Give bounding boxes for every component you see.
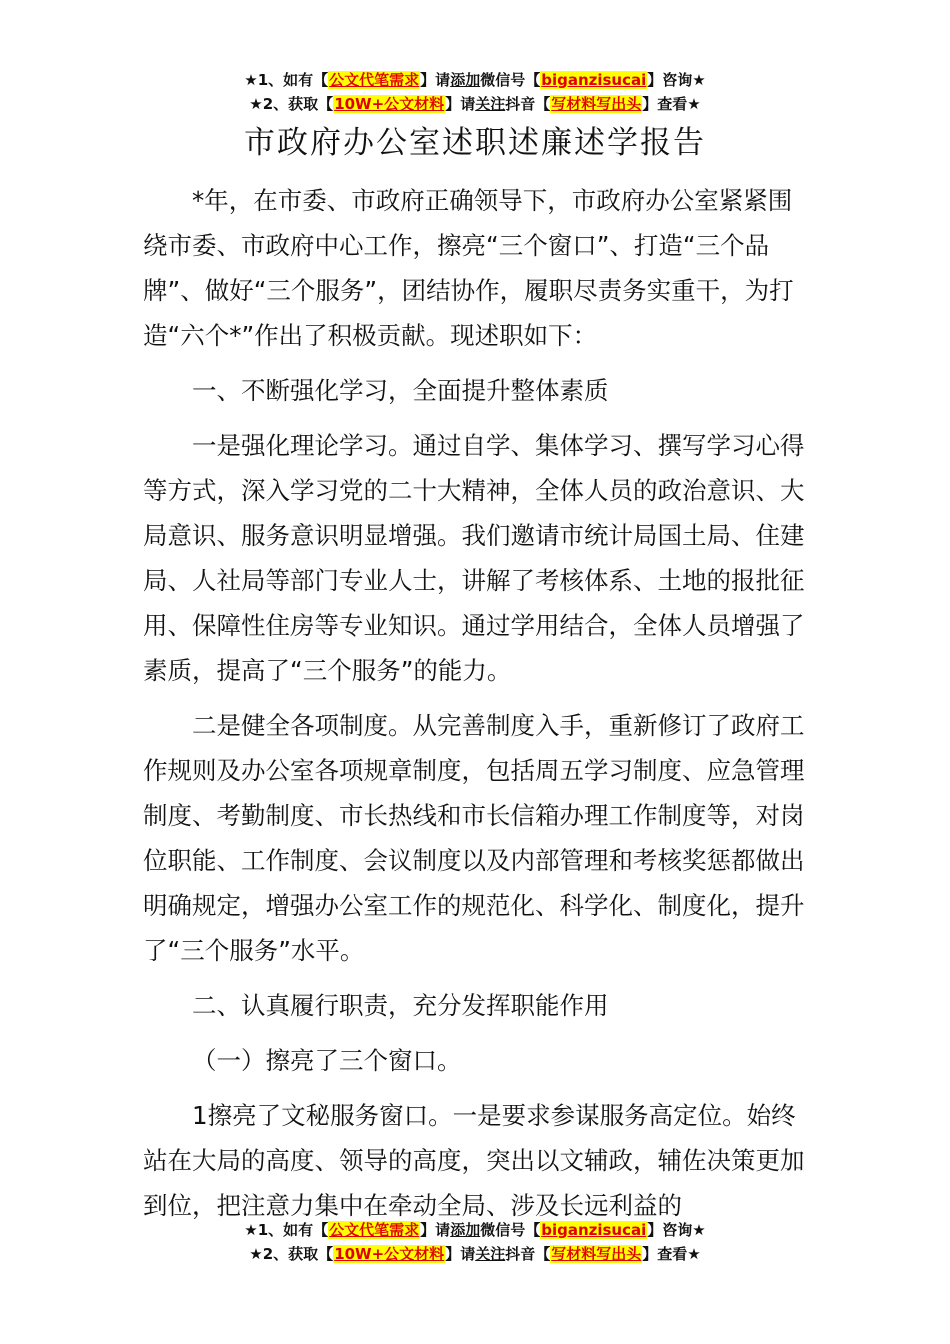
footer-banner — [0, 1218, 950, 1266]
highlight-text: 10W+公文材料 — [334, 95, 445, 113]
footer-line-1 — [0, 1218, 950, 1242]
highlight-text: 写材料写出头 — [551, 95, 642, 113]
banner-text: 】查看★ — [642, 1245, 701, 1263]
banner-text: 微信号【 — [480, 71, 541, 89]
banner-text: ★1、如有【 — [244, 71, 329, 89]
banner-text: ★2、获取【 — [249, 95, 334, 113]
banner-text: 微信号【 — [480, 1221, 541, 1239]
banner-text: 抖音【 — [505, 1245, 551, 1263]
underline-text: 关注 — [475, 95, 506, 113]
section-heading-1: 一、不断强化学习，全面提升整体素质 — [192, 376, 609, 405]
banner-text: 】请 — [420, 71, 451, 89]
header-line-1 — [0, 68, 950, 92]
header-banner — [0, 68, 950, 116]
paragraph-study: 一是强化理论学习。通过自学、集体学习、撰写学习心得等方式，深入学习党的二十大精神，全体人员的政治意识、大局意识、服务意识明显增强。我们邀请市统计局国土局、住建局、人社局等部门专业人士，讲解了考核体系、土地的报批征用、保障性住房等专业知识。通过学用结合，全体人员增强了素质，提高了“三个服务”的能力。 — [143, 431, 805, 685]
header-line-2 — [0, 92, 950, 116]
underline-text: 添加 — [450, 1221, 481, 1239]
subsection-heading-1: （一）擦亮了三个窗口。 — [192, 1046, 462, 1075]
highlight-text: 公文代笔需求 — [329, 71, 420, 89]
underline-text: 关注 — [475, 1245, 506, 1263]
footer-line-2 — [0, 1242, 950, 1266]
banner-text: 】请 — [445, 95, 476, 113]
banner-text: 】请 — [420, 1221, 451, 1239]
highlight-text: 10W+公文材料 — [334, 1245, 445, 1263]
highlight-text: 公文代笔需求 — [329, 1221, 420, 1239]
document-title: 市政府办公室述职述廉述学报告 — [244, 125, 706, 161]
banner-text: ★2、获取【 — [249, 1245, 334, 1263]
highlight-text: biganzisucai — [541, 71, 647, 89]
highlight-text: 写材料写出头 — [551, 1245, 642, 1263]
document-body — [143, 178, 807, 1238]
highlight-text: biganzisucai — [541, 1221, 647, 1239]
section-heading-2: 二、认真履行职责，充分发挥职能作用 — [192, 991, 609, 1020]
banner-text: ★1、如有【 — [244, 1221, 329, 1239]
underline-text: 添加 — [450, 71, 481, 89]
banner-text: 】咨询★ — [647, 1221, 706, 1239]
banner-text: 】请 — [445, 1245, 476, 1263]
banner-text: 】咨询★ — [647, 71, 706, 89]
paragraph-rules: 二是健全各项制度。从完善制度入手，重新修订了政府工作规则及办公室各项规章制度，包括周五学习制度、应急管理制度、考勤制度、市长热线和市长信箱办理工作制度等，对岗位职能、工作制度、会议制度以及内部管理和考核奖惩都做出明确规定，增强办公室工作的规范化、科学化、制度化，提升了“三个服务”水平。 — [143, 711, 805, 965]
paragraph-intro: *年，在市委、市政府正确领导下，市政府办公室紧紧围绕市委、市政府中心工作，擦亮“三个窗口”、打造“三个品牌”、做好“三个服务”，团结协作，履职尽责务实重干，为打造“六个*”作出了积极贡献。现述职如下： — [143, 186, 794, 350]
banner-text: 】查看★ — [642, 95, 701, 113]
paragraph-window: 1擦亮了文秘服务窗口。一是要求参谋服务高定位。始终站在大局的高度、领导的高度，突出以文辅政，辅佐决策更加到位，把注意力集中在牵动全局、涉及长远利益的 — [143, 1101, 805, 1220]
banner-text: 抖音【 — [505, 95, 551, 113]
